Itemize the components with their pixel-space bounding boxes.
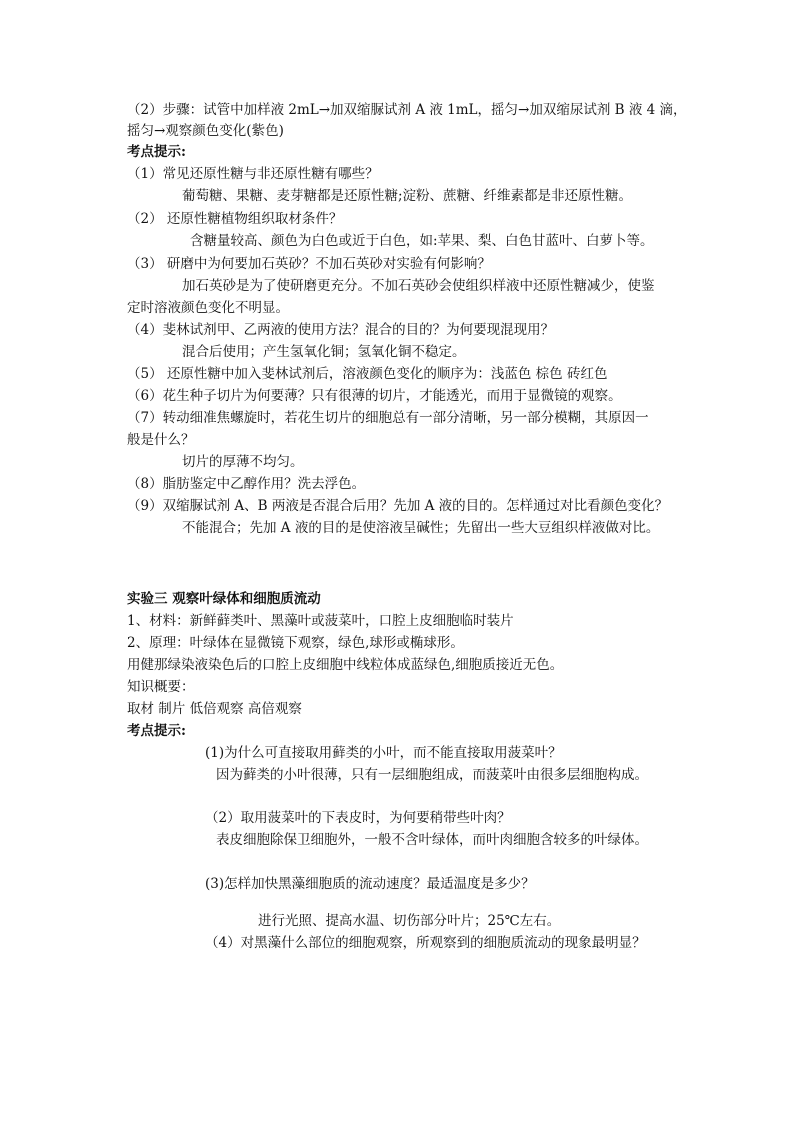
qa-question-3: (3)怎样加快黑藻细胞质的流动速度？最适温度是多少？	[205, 876, 535, 892]
qa-answer-2: 表皮细胞除保卫细胞外，一般不含叶绿体，而叶肉细胞含较多的叶绿体。	[216, 832, 648, 848]
answer-9: 不能混合；先加 A 液的目的是使溶液呈碱性；先留出一些大豆组织样液做对比。	[182, 520, 660, 536]
question-6: （6）花生种子切片为何要薄？只有很薄的切片，才能透光，而用于显微镜的观察。	[127, 388, 622, 404]
materials-line: 1、材料：新鲜藓类叶、黑藻叶或菠菜叶，口腔上皮细胞临时装片	[127, 613, 514, 629]
question-2: （2） 还原性糖植物组织取材条件？	[127, 211, 343, 227]
question-5: （5） 还原性糖中加入斐林试剂后，溶液颜色变化的顺序为：浅蓝色 棕色 砖红色	[127, 366, 608, 382]
answer-4: 混合后使用；产生氢氧化铜；氢氧化铜不稳定。	[182, 344, 466, 360]
question-8: （8）脂肪鉴定中乙醇作用？洗去浮色。	[127, 476, 366, 492]
qa-question-4: （4）对黑藻什么部位的细胞观察，所观察到的细胞质流动的现象最明显？	[205, 935, 646, 951]
principle-line: 2、原理：叶绿体在显微镜下观察，绿色,球形或椭球形。	[127, 635, 464, 651]
answer-3-line1: 加石英砂是为了使研磨更充分。不加石英砂会使组织样液中还原性糖减少，使鉴	[182, 278, 655, 294]
step2-line1: （2）步骤：试管中加样液 2mL→加双缩脲试剂 A 液 1mL，摇匀→加双缩尿试剂 B 液 4 滴，	[127, 102, 687, 118]
knowledge-heading: 知识概要：	[127, 679, 195, 695]
answer-1: 葡萄糖、果糖、麦芽糖都是还原性糖;淀粉、蔗糖、纤维素都是非还原性糖。	[182, 188, 633, 204]
step2-line2: 摇匀→观察颜色变化(紫色)	[127, 123, 284, 139]
principle-line-2: 用健那绿染液染色后的口腔上皮细胞中线粒体成蓝绿色,细胞质接近无色。	[127, 657, 564, 673]
tips-heading-2: 考点提示:	[127, 723, 186, 739]
answer-2: 含糖量较高、颜色为白色或近于白色，如:苹果、梨、白色甘蓝叶、白萝卜等。	[190, 233, 654, 249]
question-7-line2: 般是什么？	[127, 432, 195, 448]
answer-3-line2: 定时溶液颜色变化不明显。	[127, 300, 289, 316]
tips-heading: 考点提示:	[127, 144, 186, 160]
qa-answer-3: 进行光照、提高水温、切伤部分叶片；25℃左右。	[258, 913, 561, 929]
qa-question-1: (1)为什么可直接取用藓类的小叶，而不能直接取用菠菜叶？	[205, 745, 562, 761]
qa-answer-1: 因为藓类的小叶很薄，只有一层细胞组成，而菠菜叶由很多层细胞构成。	[216, 767, 648, 783]
question-9: （9）双缩脲试剂 A、B 两液是否混合后用？先加 A 液的目的。怎样通过对比看颜色变化？	[127, 498, 669, 514]
question-3: （3） 研磨中为何要加石英砂？不加石英砂对实验有何影响？	[127, 256, 491, 272]
question-7-line1: （7）转动细准焦螺旋时，若花生切片的细胞总有一部分清晰，另一部分模糊，其原因一	[127, 410, 649, 426]
question-1: （1）常见还原性糖与非还原性糖有哪些？	[127, 166, 379, 182]
answer-7: 切片的厚薄不均匀。	[182, 454, 304, 470]
procedure-steps: 取材 制片 低倍观察 高倍观察	[127, 701, 302, 717]
qa-question-2: （2）取用菠菜叶的下表皮时，为何要稍带些叶肉？	[205, 810, 511, 826]
section-title: 实验三 观察叶绿体和细胞质流动	[127, 591, 321, 607]
question-4: （4）斐林试剂甲、乙两液的使用方法？混合的目的？为何要现混现用？	[127, 322, 555, 338]
